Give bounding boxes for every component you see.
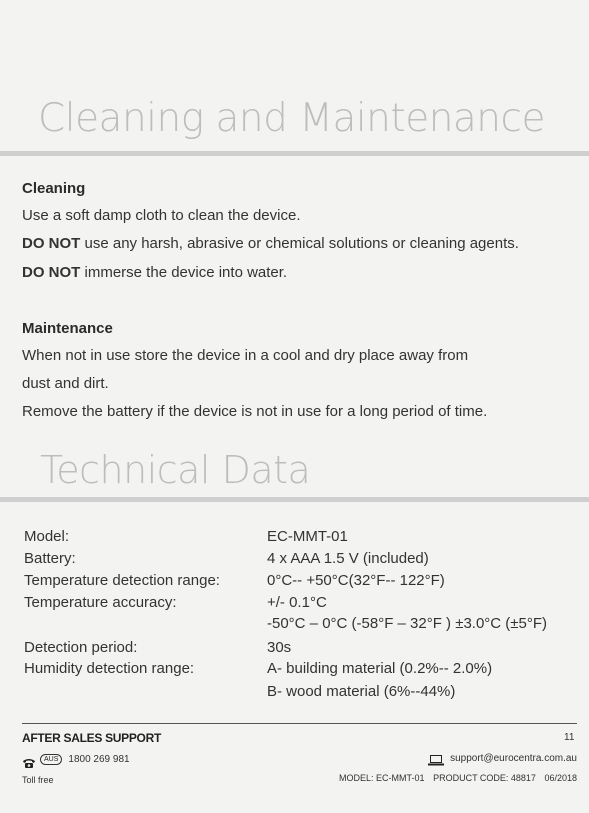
phone-number[interactable]: 1800 269 981	[68, 754, 130, 765]
cleaning-line-3-text: immerse the device into water.	[80, 264, 288, 281]
cleaning-line-2	[22, 235, 519, 252]
spec-detection-value: 30s	[267, 639, 292, 656]
section-divider	[0, 497, 589, 502]
cleaning-subheading: Cleaning	[22, 180, 86, 197]
section-divider	[0, 151, 589, 156]
maintenance-line-1: When not in use store the device in a cool and dry place away from	[22, 347, 469, 364]
spec-model-value: EC-MMT-01	[267, 528, 348, 545]
spec-humidity-label: Humidity detection range:	[24, 660, 195, 677]
support-email[interactable]: support@eurocentra.com.au	[450, 753, 577, 764]
spec-temp-range-value: 0°C-- +50°C(32°F-- 122°F)	[267, 572, 445, 589]
spec-model-label: Model:	[24, 528, 70, 545]
product-code: PRODUCT CODE: 48817	[433, 773, 536, 783]
cleaning-line-3	[22, 264, 287, 281]
spec-temp-accuracy-label: Temperature accuracy:	[24, 594, 177, 611]
print-date: 06/2018	[544, 773, 577, 783]
after-sales-support-title: AFTER SALES SUPPORT	[22, 731, 161, 745]
maintenance-line-3: Remove the battery if the device is not in use for a long period of time.	[22, 403, 488, 420]
maintenance-line-2: dust and dirt.	[22, 375, 109, 392]
telephone-icon	[22, 755, 36, 765]
cleaning-line-2-text: use any harsh, abrasive or chemical solutions or cleaning agents.	[80, 235, 519, 252]
spec-temp-accuracy-value-1: +/- 0.1°C	[267, 594, 327, 611]
product-info	[339, 773, 577, 783]
technical-data-heading: Technical Data	[40, 448, 311, 492]
toll-free-label: Toll free	[22, 775, 54, 785]
phone-row	[22, 754, 130, 765]
cleaning-line-1: Use a soft damp cloth to clean the device.	[22, 207, 301, 224]
spec-humidity-value-1: A- building material (0.2%-- 2.0%)	[267, 660, 493, 677]
spec-temp-accuracy-value-2: -50°C – 0°C (-58°F – 32°F ) ±3.0°C (±5°F)	[267, 615, 548, 632]
cleaning-maintenance-heading: Cleaning and Maintenance	[38, 96, 545, 141]
laptop-icon	[428, 753, 444, 764]
spec-temp-range-label: Temperature detection range:	[24, 572, 220, 589]
do-not-emphasis: DO NOT	[22, 264, 81, 281]
spec-battery-value: 4 x AAA 1.5 V (included)	[267, 550, 429, 567]
footer-divider	[22, 723, 577, 724]
email-row	[428, 753, 577, 764]
aus-badge: AUS	[40, 754, 62, 765]
spec-humidity-value-2: B- wood material (6%--44%)	[267, 683, 456, 700]
spec-detection-label: Detection period:	[24, 639, 138, 656]
maintenance-subheading: Maintenance	[22, 320, 113, 337]
page-number: 11	[564, 732, 575, 743]
spec-battery-label: Battery:	[24, 550, 76, 567]
model-code: MODEL: EC-MMT-01	[339, 773, 425, 783]
do-not-emphasis: DO NOT	[22, 235, 81, 252]
